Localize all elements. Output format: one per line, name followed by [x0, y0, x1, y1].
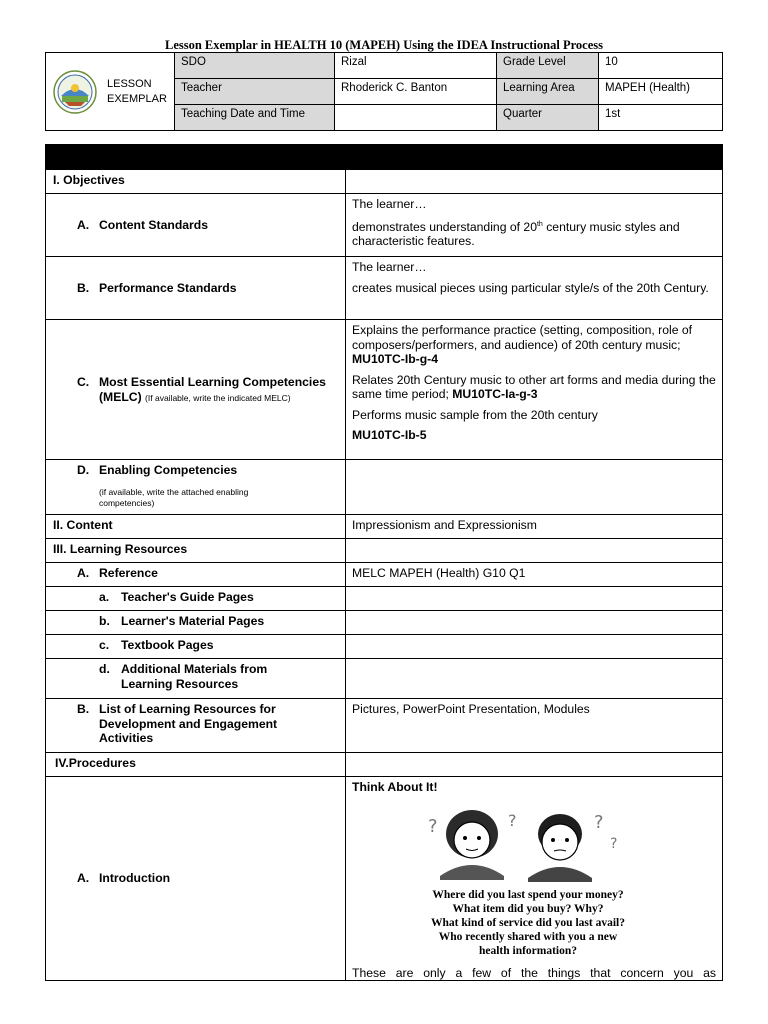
resources-row	[46, 539, 723, 563]
enabling-marker: D.	[77, 463, 90, 477]
resources-heading: III. Learning Resources	[53, 542, 188, 556]
performance-standards-line1: The learner…	[352, 260, 427, 274]
think-title: Think About It!	[352, 780, 438, 794]
sub-label: Learner's Material Pages	[121, 614, 265, 628]
svg-text:?: ?	[594, 811, 604, 833]
question-3: What kind of service did you last avail?	[431, 916, 625, 929]
list-marker: B.	[77, 702, 90, 716]
quarter-value: 1st	[599, 105, 723, 131]
lesson-table	[45, 144, 723, 981]
sub-marker: d.	[99, 662, 110, 676]
sub-marker: b.	[99, 614, 110, 628]
performance-standards-label: Performance Standards	[99, 280, 237, 295]
melc-item3-code: MU10TC-Ib-5	[352, 428, 427, 442]
performance-standards-line2: creates musical pieces using particular style/s of the 20th Century.	[352, 280, 709, 295]
reference-marker: A.	[77, 566, 90, 580]
document-title: Lesson Exemplar in HEALTH 10 (MAPEH) Using the IDEA Instructional Process	[164, 38, 603, 52]
content-standards-marker: A.	[77, 217, 90, 232]
sdo-value: Rizal	[335, 53, 497, 79]
grade-value: 10	[599, 53, 723, 79]
intro-closing-text: These are only a few of the things that concern you as	[352, 965, 716, 980]
performance-standards-row	[46, 257, 723, 320]
grade-label: Grade Level	[497, 53, 599, 79]
sub-label: Additional Materials from Learning Resources	[121, 662, 268, 691]
header-table	[45, 52, 723, 131]
sub-row-a	[46, 587, 723, 611]
sub-marker: c.	[99, 638, 110, 652]
content-heading: II. Content	[53, 518, 113, 532]
content-value: Impressionism and Expressionism	[346, 515, 723, 539]
objectives-heading: I. Objectives	[53, 173, 125, 187]
enabling-row	[46, 460, 723, 515]
question-4: Who recently shared with you a new	[438, 930, 618, 943]
content-standards-text: demonstrates understanding of 20	[352, 219, 537, 234]
logo-cell	[46, 53, 175, 131]
resource-list-row	[46, 699, 723, 753]
teacher-label: Teacher	[175, 79, 335, 105]
list-label: List of Learning Resources for Development and Engagement Activities	[99, 702, 278, 745]
deped-seal-icon	[53, 70, 97, 114]
logo-text-line2: EXEMPLAR	[107, 92, 167, 105]
teacher-value: Rhoderick C. Banton	[335, 79, 497, 105]
procedures-heading: IV.Procedures	[55, 756, 136, 770]
question-2: What item did you buy? Why?	[452, 902, 604, 915]
performance-standards-marker: B.	[77, 280, 90, 295]
area-label: Learning Area	[497, 79, 599, 105]
melc-item2-code: MU10TC-Ia-g-3	[452, 387, 538, 401]
svg-text:?: ?	[428, 815, 438, 837]
enabling-note: (if available, write the attached enabling competencies)	[99, 486, 249, 508]
sdo-label: SDO	[175, 53, 335, 79]
content-standards-line1: The learner…	[352, 197, 427, 211]
melc-note: (If available, write the indicated MELC)	[145, 392, 291, 403]
svg-text:?: ?	[610, 835, 618, 852]
enabling-label: Enabling Competencies	[99, 463, 238, 477]
sub-label: Textbook Pages	[121, 638, 214, 652]
melc-item2-text: Relates 20th Century music to other art forms and media during the same time period;	[352, 372, 716, 401]
content-standards-row	[46, 194, 723, 257]
thinking-kids-illustration	[410, 804, 646, 958]
sub-row-d	[46, 659, 723, 699]
reference-label: Reference	[99, 566, 158, 580]
reference-row	[46, 563, 723, 587]
question-5: health information?	[478, 944, 578, 957]
quarter-label: Quarter	[497, 105, 599, 131]
melc-row	[46, 320, 723, 460]
black-header-bar	[46, 145, 723, 170]
reference-value: MELC MAPEH (Health) G10 Q1	[346, 563, 723, 587]
intro-marker: A.	[77, 871, 90, 886]
sub-row-b	[46, 611, 723, 635]
sub-row-c	[46, 635, 723, 659]
content-standards-label: Content Standards	[99, 217, 209, 232]
procedures-row	[46, 753, 723, 777]
sub-marker: a.	[99, 590, 110, 604]
area-value: MAPEH (Health)	[599, 79, 723, 105]
date-value	[335, 105, 497, 131]
svg-text:?: ?	[508, 810, 517, 830]
list-value: Pictures, PowerPoint Presentation, Modules	[346, 699, 723, 753]
melc-item3-text: Performs music sample from the 20th century	[352, 407, 598, 422]
logo-text-line1: LESSON	[107, 77, 152, 90]
introduction-row	[46, 777, 723, 981]
melc-item1-text: Explains the performance practice (setting, composition, role of composers/performers, and audience) of 20th century music;	[352, 323, 693, 352]
melc-marker: C.	[77, 375, 90, 389]
intro-label: Introduction	[99, 871, 171, 886]
content-standards-sup: th	[536, 220, 543, 228]
content-row	[46, 515, 723, 539]
melc-item1-code: MU10TC-Ib-g-4	[352, 352, 438, 366]
date-label: Teaching Date and Time	[175, 105, 335, 131]
melc-label: Most Essential Learning Competencies (MELC)	[99, 375, 326, 404]
sub-label: Teacher's Guide Pages	[121, 590, 254, 604]
content-standards-text-end: century music styles and characteristic features.	[352, 219, 680, 249]
question-1: Where did you last spend your money?	[432, 888, 624, 901]
